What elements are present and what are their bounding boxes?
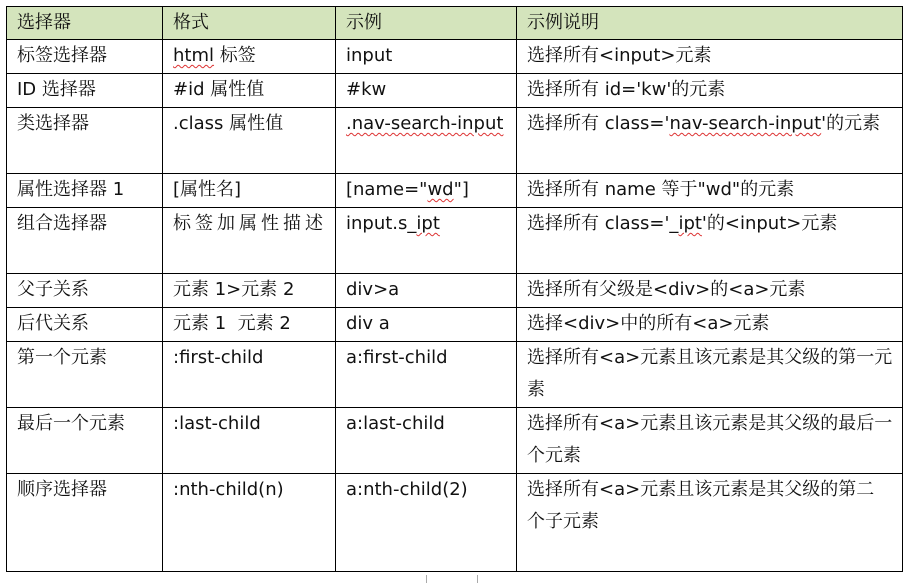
desc-spell: nav-search-input	[669, 113, 822, 134]
desc-cell: 选择所有<a>元素且该元素是其父级的第一元素	[517, 342, 903, 408]
format-cell: 标签加属性描述	[163, 208, 336, 274]
selector-cell: 后代关系	[7, 308, 163, 342]
desc-text: 选择所有 class='_	[527, 213, 679, 234]
format-cell: .class 属性值	[163, 108, 336, 174]
desc-text: '的元素	[821, 113, 881, 134]
format-cell: 元素 1 元素 2	[163, 308, 336, 342]
example-spell: .nav-search-input	[346, 113, 504, 134]
desc-cell: 选择所有 name 等于"wd"的元素	[517, 174, 903, 208]
format-text: 标签	[214, 45, 256, 66]
page-edge-mark	[426, 575, 478, 583]
header-cell: 格式	[163, 7, 336, 40]
header-cell: 示例	[336, 7, 517, 40]
selector-cell: 父子关系	[7, 274, 163, 308]
example-spell: ipt	[416, 213, 440, 234]
table-row	[7, 40, 903, 74]
example-cell	[336, 174, 517, 208]
example-cell: input	[336, 40, 517, 74]
example-cell: div>a	[336, 274, 517, 308]
example-cell	[336, 108, 517, 174]
desc-line: 个子元素	[527, 511, 599, 532]
selector-cell: 组合选择器	[7, 208, 163, 274]
desc-cell	[517, 474, 903, 572]
table-header-row	[7, 7, 903, 40]
selector-cell: 第一个元素	[7, 342, 163, 408]
selector-cell: ID 选择器	[7, 74, 163, 108]
header-cell: 选择器	[7, 7, 163, 40]
format-cell: :last-child	[163, 408, 336, 474]
example-text: "]	[453, 179, 469, 200]
desc-cell: 选择<div>中的所有<a>元素	[517, 308, 903, 342]
selector-cell: 类选择器	[7, 108, 163, 174]
desc-spell: ipt	[678, 213, 702, 234]
example-cell: div a	[336, 308, 517, 342]
selector-cell: 顺序选择器	[7, 474, 163, 572]
format-cell	[163, 40, 336, 74]
example-cell: #kw	[336, 74, 517, 108]
example-cell: a:first-child	[336, 342, 517, 408]
format-cell: :nth-child(n)	[163, 474, 336, 572]
desc-cell	[517, 208, 903, 274]
desc-line: 选择所有<a>元素且该元素是其父级的第二	[527, 479, 875, 500]
example-cell: a:nth-child(2)	[336, 474, 517, 572]
format-cell: :first-child	[163, 342, 336, 408]
table-row	[7, 474, 903, 572]
selector-table	[6, 6, 903, 572]
table-row	[7, 208, 903, 274]
header-cell: 示例说明	[517, 7, 903, 40]
format-cell: 元素 1>元素 2	[163, 274, 336, 308]
selector-cell: 标签选择器	[7, 40, 163, 74]
format-spell: html	[173, 45, 215, 66]
desc-cell	[517, 108, 903, 174]
selector-cell: 属性选择器 1	[7, 174, 163, 208]
selector-cell: 最后一个元素	[7, 408, 163, 474]
format-cell: #id 属性值	[163, 74, 336, 108]
desc-text: 选择所有 class='	[527, 113, 670, 134]
desc-cell: 选择所有 id='kw'的元素	[517, 74, 903, 108]
table-row	[7, 174, 903, 208]
desc-cell: 选择所有父级是<div>的<a>元素	[517, 274, 903, 308]
example-text: [name="	[346, 179, 428, 200]
desc-cell: 选择所有<input>元素	[517, 40, 903, 74]
desc-text: '的<input>元素	[701, 213, 838, 234]
format-cell: [属性名]	[163, 174, 336, 208]
example-cell	[336, 208, 517, 274]
table-row	[7, 342, 903, 408]
example-spell: wd	[427, 179, 454, 200]
table-row	[7, 108, 903, 174]
table-row	[7, 408, 903, 474]
example-cell: a:last-child	[336, 408, 517, 474]
table-row	[7, 74, 903, 108]
desc-cell: 选择所有<a>元素且该元素是其父级的最后一个元素	[517, 408, 903, 474]
example-text: input.s_	[346, 213, 417, 234]
table-row	[7, 274, 903, 308]
table-row	[7, 308, 903, 342]
